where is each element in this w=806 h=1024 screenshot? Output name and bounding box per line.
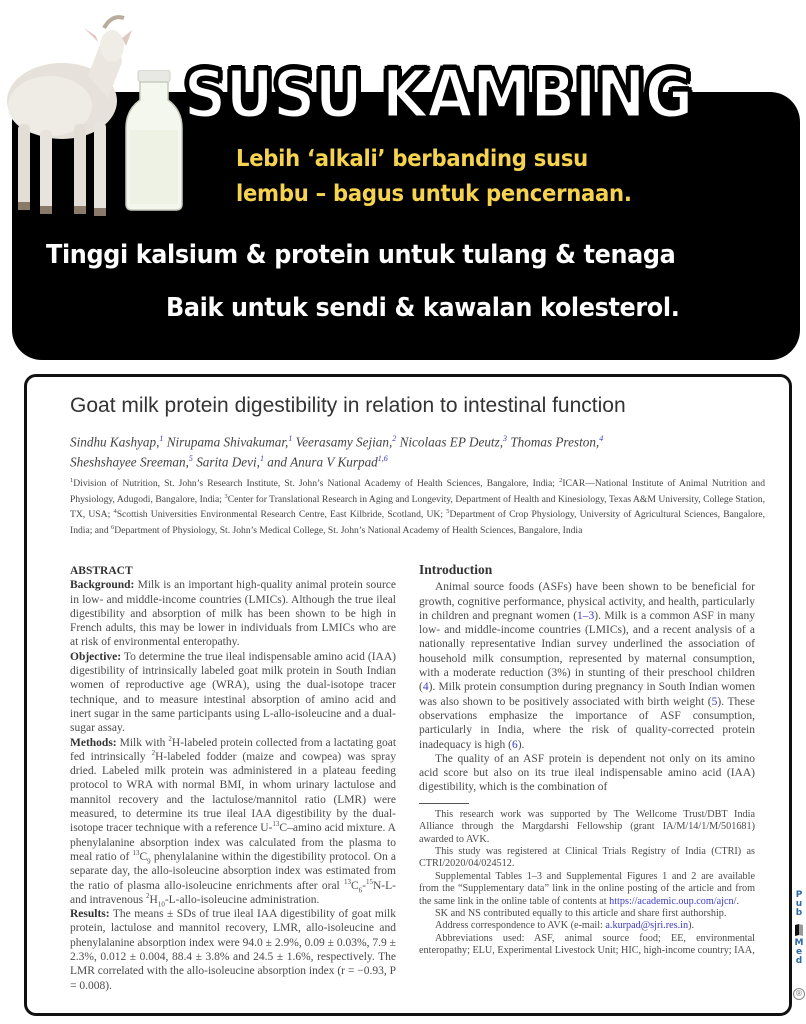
footnote-text: Supplemental Tables 1–3 and Supplemental Figures 1 and 2 are available from the “Supplementary data” link in the online posting of the article and from the same link in the online table of contents at [419,870,755,907]
supplemental-link[interactable]: https://academic.oup.com/ajcn/ [609,895,737,907]
superscript: 15 [366,877,373,886]
abstract-objective [70,650,396,736]
superscript: 13 [343,877,351,886]
author-affil-ref: 1,6 [377,454,388,464]
footnote-text: . [736,895,739,907]
section-text: Milk with [116,736,169,749]
section-text: C–amino acid mixture. A phenylalanine absorption index was calculated from the plasma to meal ratio of [70,822,396,863]
book-icon [795,924,803,936]
section-text: -L-allo-isoleucine administration. [164,893,320,906]
benefit-calcium-protein: Tinggi kalsium & protein untuk tulang & tenaga [46,240,676,270]
reference-link[interactable]: 4 [422,681,429,694]
paragraph-text: ). [517,738,525,751]
author-affil-ref: 4 [599,434,604,443]
subscript: 10 [157,900,165,909]
headline-title: SUSU KAMBING [183,56,693,133]
superscript: 2 [151,749,156,758]
author: Sheshshayee Sreeman, [70,454,189,470]
section-label: Results: [70,908,110,921]
reference-link[interactable]: 5 [711,695,718,708]
introduction-paragraph: The quality of an ASF protein is dependent not only on its amino acid score but also on its true ileal indispensable amino acid (IAA) digestibility, which is the combination of [419,752,755,794]
section-text: To determine the true ileal indispensable amino acid (IAA) digestibility of intrinsically labeled goat milk protein in South Indian women of reproductive age (WRA), using the dual-isotope tracer technique, and to measure intestinal absorption of amino acid and inert sugar in the same participants using L-allo-isoleucine and a dual-sugar assay. [70,650,396,735]
pubmed-logo-med: Med [794,938,804,965]
benefit-alkaline-line-2: lembu – bagus untuk pencernaan. [236,181,632,207]
affiliation: ICAR—National Institute of Animal Nutrition and Physiology, Adugodi, Bangalore, India; [70,478,765,505]
introduction-paragraph [419,580,755,752]
milk-bottle-illustration [122,70,186,212]
abstract-results [70,907,396,993]
author: Thomas Preston, [510,434,600,450]
footnote-divider [419,803,469,804]
author-affil-ref: 1 [159,434,164,443]
section-label: Objective: [70,650,122,663]
introduction-column [419,563,755,958]
subscript: 9 [147,857,151,866]
affiliations [70,475,765,538]
footnote-abbreviations: Abbreviations used: ASF, animal source food; EE, environmental enteropathy; ELU, Experimental Livestock Unit; HIC, high-income country; IAA, [419,932,755,957]
abstract-column [70,564,396,993]
section-text: H-labeled fodder (maize and cowpea) was spray dried. Labeled milk protein was administered in a plateau feeding protocol to WRA with normal BMI, in whom urinary lactulose and mannitol recovery and the lactulose/mannitol ratio (LMR) were measured, to determine its true ileal IAA digestibility by the dual-isotope tracer technique with a reference U- [70,750,396,835]
section-label: Methods: [70,736,117,749]
reference-link[interactable]: 6 [511,738,518,751]
abstract-methods: Methods: Milk with $^2$H-labeled protein collected from a lactating goat fed intrinsically $^2$H-labeled fodder (maize and cowpea) was spray dried. Labeled milk protein was administered in a plateau feeding protocol to WRA with normal BMI, in whom urinary lactulose and mannitol recovery and the lactulose/mannitol ratio (LMR) were measured, to determine its true ileal IAA digestibility by the dual-isotope tracer technique with a reference U-$^{13}$C–amino acid mixture. A phenylalanine absorption index was calculated from the plasma to meal ratio of $^{13}C_9$ phenylalanine within the digestibility protocol. On a separate day, the allo-isoleucine absorption index was estimated from the ratio of plasma allo-isoleucine enrichments after oral $^{13}C_6-^{15}N-L-$ and intravenous $^2H_{10}-L-allo$-isoleucine administration. [70,734,397,909]
section-text: phenylalanine within the digestibility protocol. On a separate day, the allo-isoleucine absorption index was estimated from the ratio of plasma allo-isoleucine enrichments after oral [70,850,396,892]
author: Veerasamy Sejian, [295,434,393,450]
subscript: 6 [358,885,363,894]
author: Sindhu Kashyap, [70,434,160,450]
footnote-supplemental [419,871,755,908]
author-affil-ref: 2 [392,434,397,443]
abstract-heading: ABSTRACT [70,565,133,577]
author-affil-ref: 1 [288,434,293,443]
author-affil-ref: 1 [259,454,264,464]
affil-num: 5 [446,508,450,516]
benefit-alkaline-line-1: Lebih ‘alkali’ berbanding susu [236,146,588,172]
affiliation: Center for Translational Research in Aging and Longevity, Department of Health and Kinesiology, Texas A&M University, College Station, TX, USA; [70,493,765,521]
affil-num: 1 [70,477,74,484]
pubmed-logo-pub: Pub [794,890,804,917]
section-text: The means ± SDs of true ileal IAA digestibility of goat milk protein, lactulose and mannitol recovery, LMR, allo-isoleucine and phenylalanine absorption index were 94.0 ± 2.9%, 0.09 ± 0.03%, 7.9 ± 2.3%, 0.012 ± 0.004, 88.4 ± 3.8% and 24.5 ± 1.6%, respectively. The LMR correlated with the allo-isoleucine absorption index (r = −0.93, P = 0.008). [70,908,396,992]
affil-num: 3 [224,492,228,500]
footnote-correspondence [419,920,755,932]
author: and Anura V Kurpad [267,454,378,470]
superscript: 13 [272,820,280,829]
affiliation: Department of Physiology, St. John’s Medical College, St. John’s National Academy of Health Sciences, Bangalore, India [114,525,583,537]
paragraph-text: Animal source foods (ASFs) have been shown to be beneficial for growth, cognitive performance, physical activity, and health, particularly in children and pregnant women ( [419,581,755,622]
superscript: 13 [132,849,140,858]
section-text: N-L- and intravenous [70,879,396,906]
paragraph-text: ). These observations emphasize the importance of ASF consumption, particularly in India, where the risk of quality-corrected protein inadequacy is high ( [419,695,755,751]
reference-link[interactable]: 1–3 [577,609,595,622]
registered-mark-icon: ® [795,989,803,998]
abstract-background [70,578,396,649]
paragraph-text: ). Milk is a common ASF in many low- and middle-income countries (LMICs), and a recent analysis of a nationally representative Indian survey underlined the association of household milk consumption, represented by maternal consumption, with a moderate reduction (3%) in stunting of their preschool children ( [419,609,755,694]
author: Nirupama Shivakumar, [166,434,289,450]
footnote-text: Address correspondence to AVK (e-mail: [435,920,606,932]
author: Sarita Devi, [196,454,260,470]
paper-excerpt [24,374,792,1016]
affil-num: 4 [113,508,117,516]
benefit-joints-cholesterol: Baik untuk sendi & kawalan kolesterol. [166,293,680,323]
section-text: H-labeled protein collected from a lactating goat fed intrinsically [70,736,397,763]
section-label: Background: [70,579,135,592]
affil-num: 2 [559,477,563,484]
author-affil-ref: 5 [188,454,193,464]
author-affil-ref: 3 [503,434,508,443]
affiliation: Division of Nutrition, St. John’s Research Institute, St. John’s National Academy of Health Sciences, Bangalore, India; [73,478,560,490]
affil-num: 6 [111,524,115,532]
footnote-registration: This study was registered at Clinical Trials Registry of India (CTRI) as CTRI/2020/04/024512. [419,845,755,870]
pubmed-logo [792,886,806,1006]
author: Nicolaas EP Deutz, [399,434,504,450]
paper-title: Goat milk protein digestibility in relation to intestinal function [70,394,626,417]
footnote-contribution: SK and NS contributed equally to this article and share first authorship. [435,908,727,919]
paragraph-text: ). Milk protein consumption during pregnancy in South Indian women was also shown to be positively associated with birth weight ( [419,681,755,708]
introduction-heading: Introduction [419,562,493,577]
superscript: 2 [146,892,150,900]
goat-illustration [0,6,132,220]
affiliation: Scottish Universities Environmental Research Centre, East Kilbride, Scotland, UK; [116,509,447,521]
author-list [70,430,770,471]
superscript: 2 [168,734,172,743]
email-link[interactable]: a.kurpad@sjri.res.in [605,920,689,932]
footnote-funding: This research work was supported by The Wellcome Trust/DBT India Alliance through the Margdarshi Fellowship (grant IA/M/14/1/M/501681) awarded to AVK. [419,808,755,845]
section-text: Milk is an important high-quality animal protein source in low- and middle-income countries (LMICs). Although the true ileal digestibility and absorption of milk has been shown to be high in French adults, this may be lower in individuals from LMICs who are at risk of environmental enteropathy. [70,579,396,649]
affiliation: Department of Crop Physiology, University of Agricultural Sciences, Bangalore, India; and [70,509,766,537]
footnote-text: ). [688,920,695,932]
